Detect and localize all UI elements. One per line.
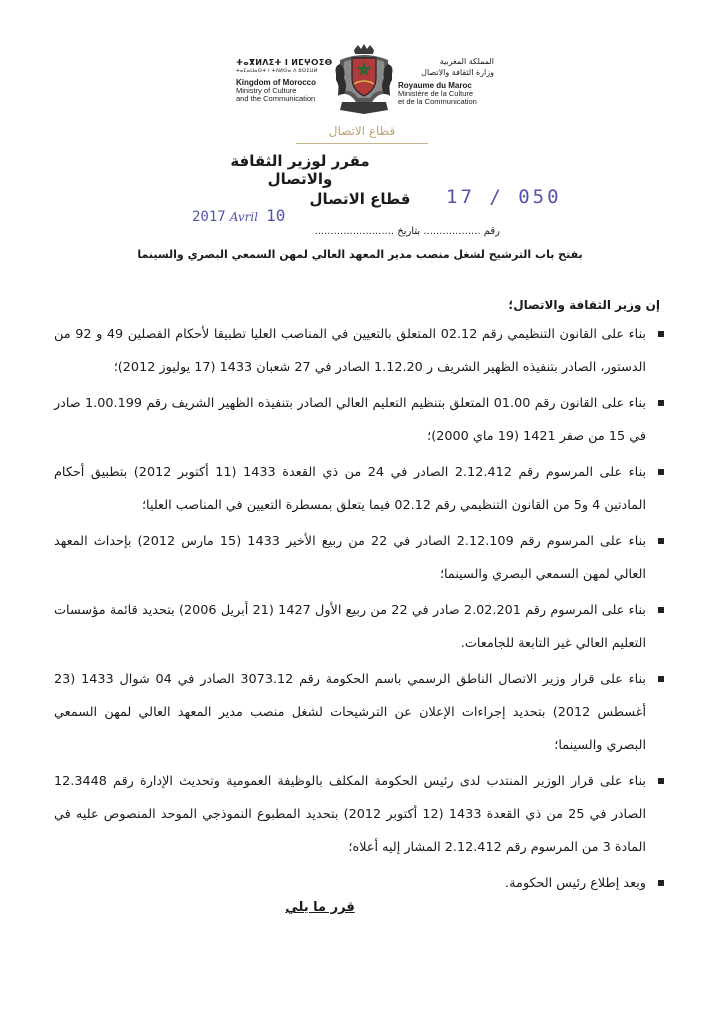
bullet-icon <box>658 880 664 886</box>
letterhead-ministry-ar: وزارة الثقافة والاتصال <box>421 68 494 77</box>
subject-line: بفتح باب الترشيح لشغل منصب مدير المعهد العالي لمهن السمعي البصري والسينما <box>137 248 583 261</box>
bullet-icon <box>658 469 664 475</box>
date-stamp-month: Avril <box>229 210 259 224</box>
clause-text: بناء على المرسوم رقم 2.12.412 الصادر في 24 من ذي القعدة 1433 (11 أكتوبر 2012) بتطبيق أحكام المادتين 4 و5 من القانون التنظيمي رقم 02.12 فيما يتعلق بمسطرة التعيين في المناصب العليا؛ <box>54 465 646 513</box>
date-stamp-day: 10 <box>266 206 286 225</box>
moroccan-coat-of-arms-icon <box>332 44 396 116</box>
decision-heading: قرر ما يلي <box>285 900 355 915</box>
clause-text: بناء على القانون التنظيمي رقم 02.12 المتعلق بالتعيين في المناصب العليا تطبيقا لأحكام الفصلين 49 و 92 من الدستور، الصادر بتنفيذه الظهير الشريف ر 1.12.20 الصادر في 27 شعبان 1433 (17 يوليوز 2012)؛ <box>54 327 646 375</box>
letterhead-left <box>236 58 336 103</box>
clause-item <box>54 318 664 384</box>
clause-text: بناء على المرسوم رقم 2.02.201 صادر في 22 من ربيع الأول 1427 (21 أبريل 2006) بتحديد قائمة مؤسسات التعليم العالي غير التابعة للجامعات. <box>54 603 646 651</box>
clause-text: بناء على قرار وزير الاتصال الناطق الرسمي باسم الحكومة رقم 3073.12 الصادر في 04 شوال 1433 (23 أغسطس 2012) بتحديد إجراءات الإعلان عن الترشيحات لشغل منصب مدير المعهد العالي لمهن السمعي البصري والسينما؛ <box>54 672 647 753</box>
letterhead-kingdom-ar: المملكة المغربية <box>439 57 494 66</box>
letterhead-royaume: Royaume du Maroc <box>398 81 472 90</box>
clause-item <box>54 387 664 453</box>
number-date-line: رقم .................. بتاريخ ......................... <box>314 226 500 237</box>
date-stamp-year: 2017 <box>192 209 226 225</box>
date-stamp <box>192 206 285 225</box>
letterhead-communication-fr: et de la Communication <box>398 97 477 106</box>
letterhead-kingdom: Kingdom of Morocco <box>236 78 316 87</box>
letterhead-right <box>398 56 494 106</box>
letterhead-tifinagh-1: ⵜⴰⴳⵍⴷⵉⵜ ⵏ ⵍⵎⵖⵔⵉⴱ <box>236 58 333 67</box>
bullet-icon <box>658 538 664 544</box>
letterhead-tifinagh-2: ⵜⴰⵎⴰⵡⴰⵙⵜ ⵏ ⵜⴷⵍⵙⴰ ⴷ ⵓⵙⵉⵡⵍ <box>236 68 318 74</box>
reference-number: 17 / 050 <box>446 186 562 208</box>
bullet-icon <box>658 676 664 682</box>
bullet-icon <box>658 778 664 784</box>
clause-item <box>54 765 664 864</box>
bullet-icon <box>658 331 664 337</box>
clause-item <box>54 663 664 762</box>
clause-item <box>54 456 664 522</box>
clause-item <box>54 867 664 900</box>
bullet-icon <box>658 400 664 406</box>
intro-line: إن وزير الثقافة والاتصال؛ <box>508 298 660 312</box>
bullet-icon <box>658 607 664 613</box>
clause-item <box>54 594 664 660</box>
sector-stamp: قطاع الاتصال <box>328 124 396 138</box>
clause-text: بناء على القانون رقم 01.00 المتعلق بتنظيم التعليم العالي الصادر بتنفيذه الظهير الشريف رقم 1.00.199 صادر في 15 من صفر 1421 (19 ماي 2000)؛ <box>54 396 646 444</box>
stamp-divider <box>296 143 428 144</box>
clause-text: بناء على المرسوم رقم 2.12.109 الصادر في 22 من ربيع الأخير 1433 (15 مارس 2012) بإحداث المعهد العالي لمهن السمعي البصري والسينما؛ <box>54 534 647 582</box>
clauses-list <box>54 318 664 903</box>
page-title: مقرر لوزير الثقافة والاتصال <box>230 152 370 188</box>
sector-title: قطاع الاتصال <box>309 190 411 208</box>
clause-text: وبعد إطلاع رئيس الحكومة. <box>505 876 646 891</box>
letterhead-communication-en: and the Communication <box>236 94 316 103</box>
clause-item <box>54 525 664 591</box>
letterhead-ministere: Ministère de la Culture <box>398 89 474 98</box>
letterhead-ministry-en: Ministry of Culture <box>236 86 297 95</box>
clause-text: بناء على قرار الوزير المنتدب لدى رئيس الحكومة المكلف بالوظيفة العمومية وتحديث الإدارة رقم 12.3448 الصادر في 25 من ذي القعدة 1433 (12 أكتوبر 2012) بتحديد المطبوع النموذجي الموحد المنصوص عليه في المادة 3 من المرسوم رقم 2.12.412 المشار إليه أعلاه؛ <box>54 774 647 855</box>
